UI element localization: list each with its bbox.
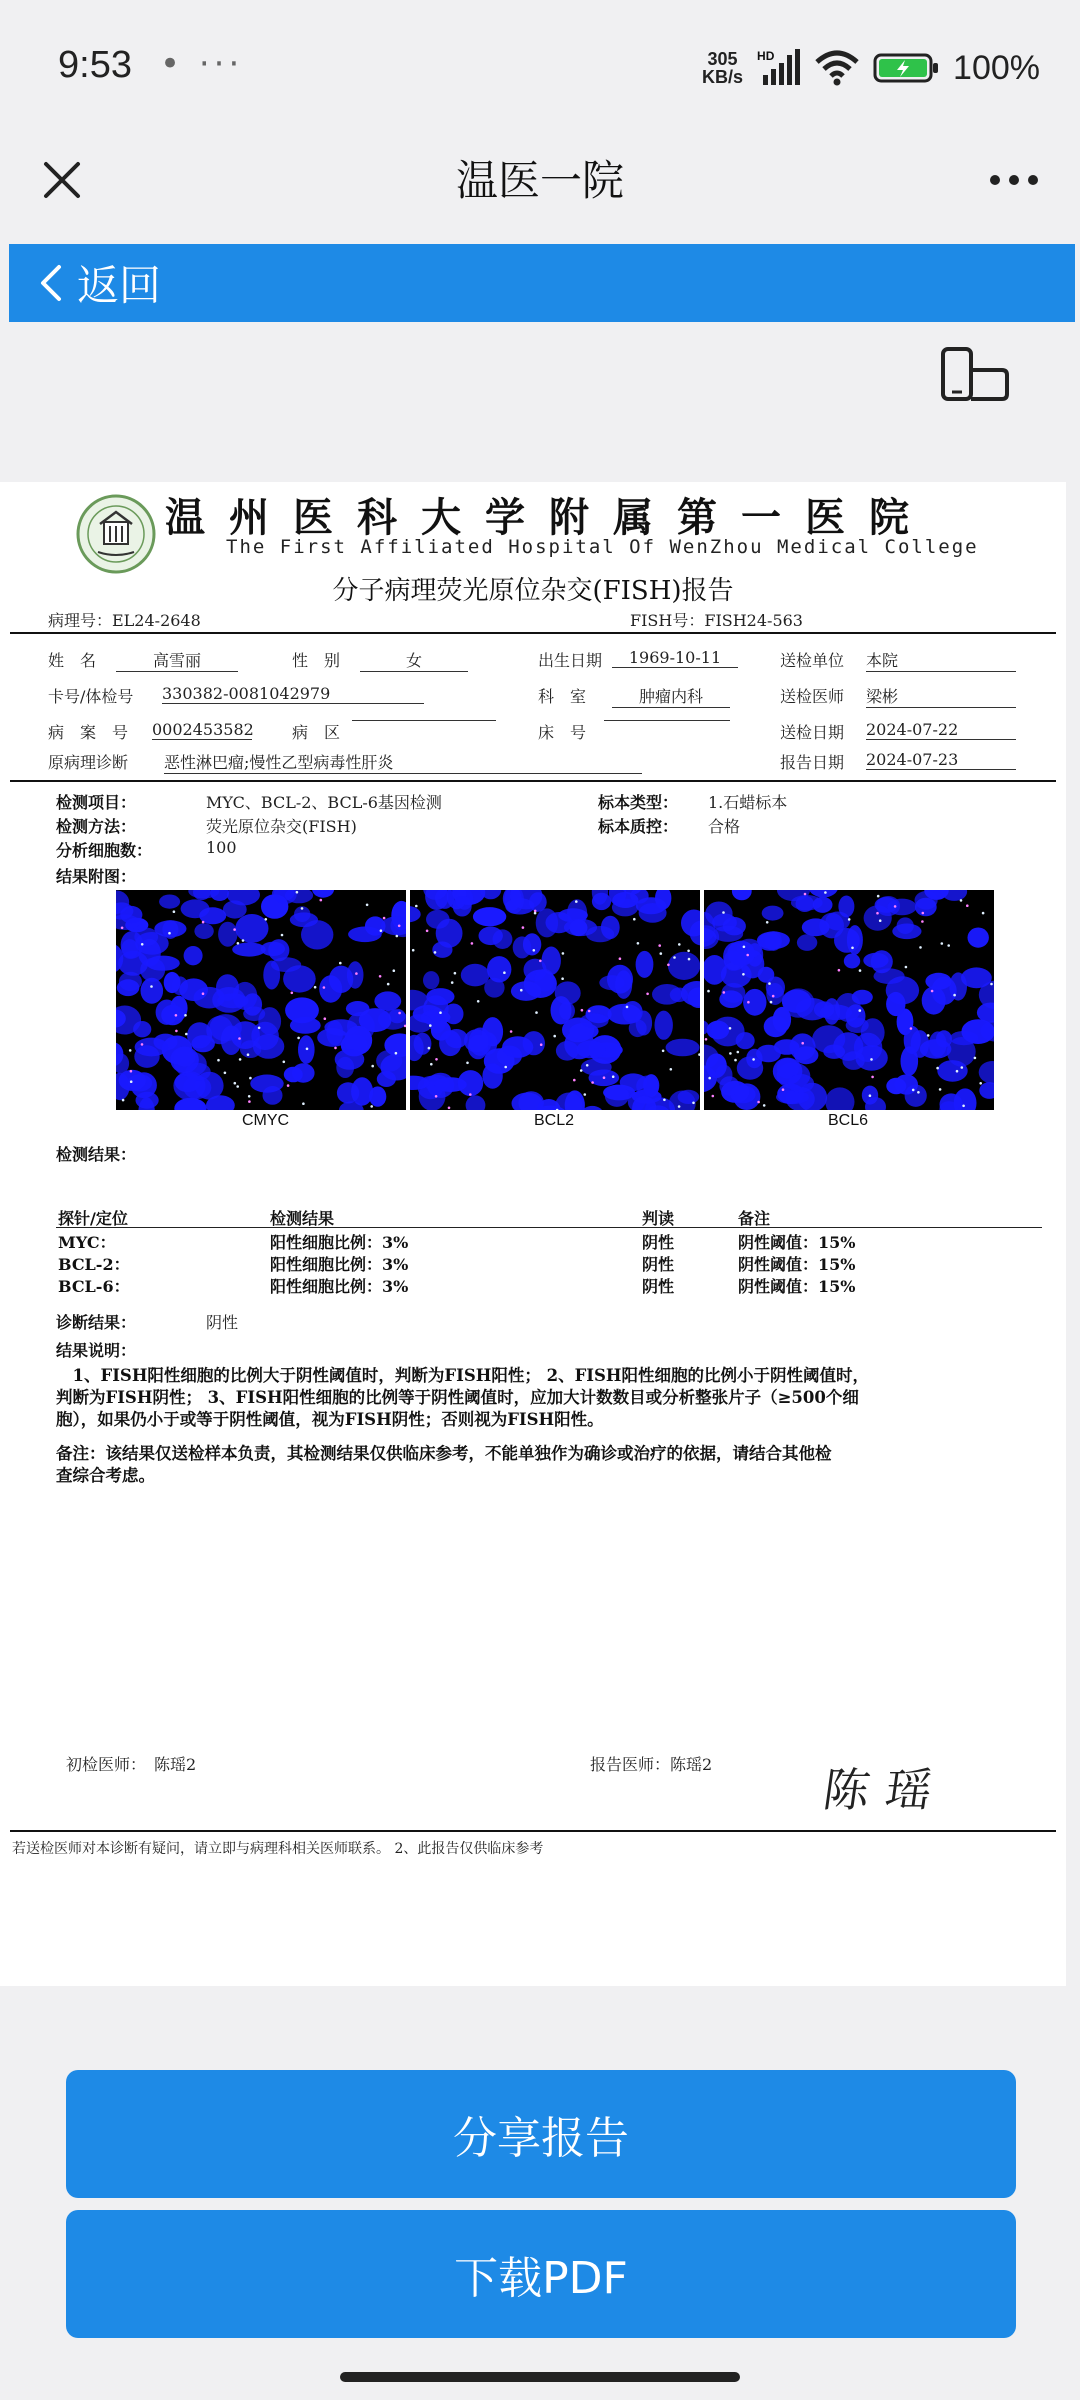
result-cell: 阳性细胞比例：3% (270, 1255, 409, 1274)
send-unit-label: 送检单位 (780, 651, 845, 670)
bed-no (604, 720, 730, 721)
page-title: 温医一院 (455, 156, 624, 205)
wifi-icon (815, 50, 859, 86)
results-label: 检测结果： (56, 1145, 137, 1164)
report-date: 2024-07-23 (866, 750, 1016, 770)
method-label: 检测方法： (56, 817, 137, 836)
patient-name: 高雪丽 (116, 648, 238, 672)
battery-icon (873, 52, 939, 84)
probe-cell: BCL-2： (58, 1255, 130, 1274)
col-probe: 探针/定位 (58, 1209, 128, 1228)
explain-line: 1、FISH阳性细胞的比例大于阴性阈值时，判断为FISH阳性； 2、FISH阳性细胞的比例小于阴性阈值时， (56, 1366, 870, 1385)
battery-percent: 100% (953, 48, 1040, 87)
signal-icon (757, 49, 801, 87)
status-dots: • ··· (160, 44, 244, 84)
images-label: 结果附图： (56, 867, 137, 886)
hospital-logo (76, 494, 156, 574)
sex-label: 性 别 (292, 651, 341, 670)
rotate-screen-icon[interactable] (940, 346, 1010, 402)
cell-count: 100 (206, 838, 237, 857)
case-no: 0002453582 (152, 720, 254, 739)
probe-cell: MYC： (58, 1233, 116, 1252)
first-doctor: 初检医师： 陈瑶2 (66, 1755, 197, 1774)
chevron-left-icon (35, 263, 65, 303)
col-interpret: 判读 (642, 1209, 675, 1228)
divider (10, 780, 1056, 782)
table-divider (56, 1227, 1042, 1228)
result-cell: 阳性细胞比例：3% (270, 1233, 409, 1252)
report-title: 分子病理荧光原位杂交(FISH)报告 (332, 576, 734, 606)
department: 肿瘤内科 (612, 684, 730, 708)
ward-label: 病 区 (292, 723, 341, 742)
card-label: 卡号/体检号 (48, 687, 134, 706)
col-remark: 备注 (738, 1209, 771, 1228)
quality-label: 标本质控： (598, 817, 679, 836)
name-label: 姓 名 (48, 651, 97, 670)
diagnosis: 阴性 (206, 1313, 239, 1332)
network-speed (702, 50, 743, 86)
interpret-cell: 阴性 (642, 1277, 675, 1296)
more-icon (989, 174, 1039, 186)
pathology-no: 病理号：EL24-2648 (48, 611, 201, 630)
remark-cell: 阴性阈值：15% (738, 1277, 856, 1296)
remark-cell: 阴性阈值：15% (738, 1255, 856, 1274)
send-date-label: 送检日期 (780, 723, 845, 742)
bed-label: 床 号 (538, 723, 587, 742)
caption-cmyc: CMYC (242, 1112, 290, 1129)
send-unit: 本院 (866, 648, 1016, 672)
note-line: 备注：该结果仅送检样本负责，其检测结果仅供临床参考，不能单独作为确诊或治疗的依据，请结合其他检 (56, 1444, 832, 1463)
cell-count-label: 分析细胞数： (56, 841, 153, 860)
test-item-label: 检测项目： (56, 793, 137, 812)
quality: 合格 (708, 817, 741, 836)
divider (10, 1830, 1056, 1832)
patient-sex: 女 (360, 648, 468, 672)
speed-value: 305 (707, 49, 738, 69)
hospital-name-cn: 温州医科大学附属第一医院 (165, 494, 933, 541)
fish-image-bcl2 (410, 890, 700, 1110)
explain-label: 结果说明： (56, 1341, 137, 1360)
col-result: 检测结果 (270, 1209, 335, 1228)
doctor-label: 送检医师 (780, 687, 845, 706)
birth-label: 出生日期 (538, 651, 603, 670)
report-doctor: 报告医师：陈瑶2 (590, 1755, 713, 1774)
orig-diag-label: 原病理诊断 (48, 753, 129, 772)
test-item: MYC、BCL-2、BCL-6基因检测 (206, 793, 442, 812)
divider (10, 632, 1056, 634)
report-sheet (0, 482, 1066, 1986)
network-type: HD (757, 49, 775, 63)
explain-line: 胞），如果仍小于或等于阴性阈值，视为FISH阴性；否则视为FISH阳性。 (56, 1410, 604, 1429)
status-right (702, 46, 1040, 90)
download-pdf-button[interactable]: 下载PDF (66, 2210, 1016, 2338)
share-report-button[interactable]: 分享报告 (66, 2070, 1016, 2198)
home-indicator[interactable] (340, 2372, 740, 2382)
sample-type-label: 标本类型： (598, 793, 679, 812)
caption-bcl6: BCL6 (828, 1112, 869, 1129)
hospital-name-en: The First Affiliated Hospital Of WenZhou Medical College (226, 536, 979, 558)
speed-unit: KB/s (702, 67, 744, 87)
fish-no: FISH号：FISH24-563 (630, 611, 803, 630)
probe-cell: BCL-6： (58, 1277, 130, 1296)
send-doctor: 梁彬 (866, 684, 1016, 708)
diagnosis-label: 诊断结果： (56, 1313, 137, 1332)
method: 荧光原位杂交(FISH) (206, 817, 357, 836)
sample-type: 1.石蜡标本 (708, 793, 788, 812)
note-line: 查综合考虑。 (56, 1466, 155, 1485)
ward (352, 720, 496, 721)
card-no: 330382-0081042979 (162, 684, 424, 704)
fish-image-cmyc (116, 890, 406, 1110)
dept-label: 科 室 (538, 687, 587, 706)
title-bar (0, 130, 1080, 240)
interpret-cell: 阴性 (642, 1233, 675, 1252)
result-cell: 阳性细胞比例：3% (270, 1277, 409, 1296)
remark-cell: 阴性阈值：15% (738, 1233, 856, 1252)
send-date: 2024-07-22 (866, 720, 1016, 740)
more-button[interactable] (982, 150, 1046, 210)
orig-diagnosis: 恶性淋巴瘤;慢性乙型病毒性肝炎 (164, 750, 642, 774)
back-button[interactable] (9, 244, 1075, 322)
footer-note: 若送检医师对本诊断有疑问，请立即与病理科相关医师联系。 2、此报告仅供临床参考 (12, 1841, 544, 1857)
explain-line: 判断为FISH阴性； 3、FISH阳性细胞的比例等于阴性阈值时，应加大计数数目或分析整张片子（≥500个细 (56, 1388, 859, 1407)
status-bar (0, 0, 1080, 130)
fish-image-bcl6 (704, 890, 994, 1110)
back-label: 返回 (77, 261, 162, 310)
case-label: 病 案 号 (48, 723, 129, 742)
signature: 陈瑶 (819, 1763, 952, 1817)
caption-bcl2: BCL2 (534, 1112, 575, 1129)
interpret-cell: 阴性 (642, 1255, 675, 1274)
report-date-label: 报告日期 (780, 753, 845, 772)
status-time: 9:53 (58, 44, 132, 86)
birth-date: 1969-10-11 (612, 648, 738, 668)
